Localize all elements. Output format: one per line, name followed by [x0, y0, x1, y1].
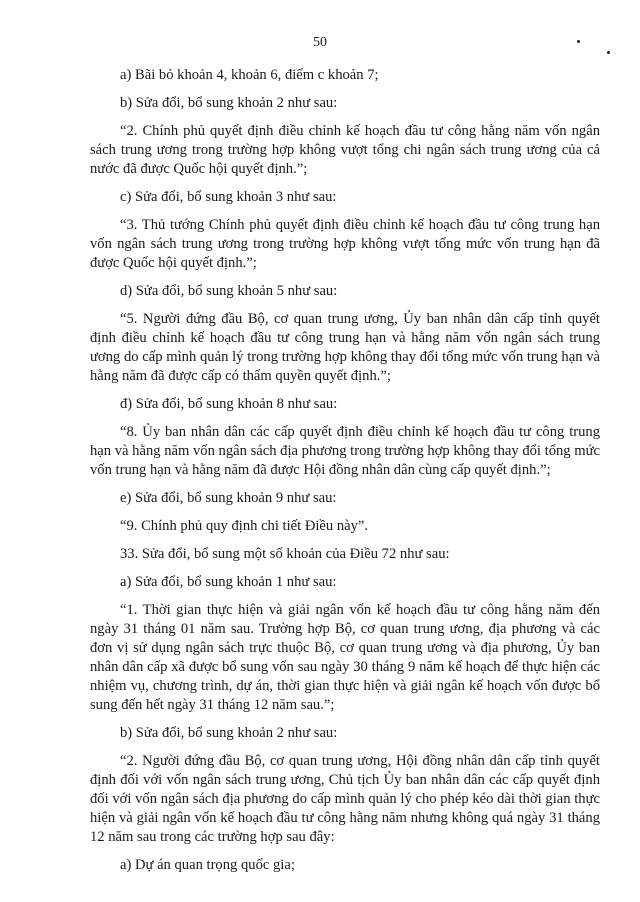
quoted-paragraph: “2. Chính phủ quyết định điều chỉnh kế hoạch đầu tư công hằng năm vốn ngân sách trung ương trong trường hợp không vượt tổng chi ngân sách trung ương của cả nước đã được Quốc hội quyết định.”;	[90, 123, 600, 177]
page-number: 50	[313, 35, 327, 50]
scan-speck	[577, 40, 580, 43]
paragraph: đ) Sửa đổi, bổ sung khoản 8 như sau:	[120, 396, 338, 412]
paragraph: a) Sửa đổi, bổ sung khoản 1 như sau:	[120, 574, 337, 590]
quoted-paragraph: “1. Thời gian thực hiện và giải ngân vốn kế hoạch đầu tư công hằng năm đến ngày 31 tháng 01 năm sau. Trường hợp Bộ, cơ quan trung ương, địa phương và các đơn vị sử dụng ngân sách trực thuộc Bộ, cơ quan trung ương và địa phương, Ủy ban nhân dân cấp xã được bổ sung vốn sau ngày 30 tháng 9 năm kế hoạch để thực hiện các nhiệm vụ, chương trình, dự án, thời gian thực hiện và giải ngân kế hoạch vốn được bổ sung đến hết ngày 31 tháng 12 năm sau.”;	[90, 602, 600, 713]
paragraph: b) Sửa đổi, bổ sung khoản 2 như sau:	[120, 95, 338, 111]
quoted-paragraph: “9. Chính phủ quy định chi tiết Điều này”.	[120, 518, 369, 534]
quoted-paragraph: “5. Người đứng đầu Bộ, cơ quan trung ương, Ủy ban nhân dân cấp tỉnh quyết định điều chỉnh kế hoạch đầu tư công trung hạn và hằng năm vốn ngân sách trung ương do cấp mình quản lý trong trường hợp không thay đổi tổng mức vốn trung hạn và hằng năm đã được cấp có thẩm quyền quyết định.”;	[90, 311, 600, 384]
paragraph: c) Sửa đổi, bổ sung khoản 3 như sau:	[120, 189, 337, 205]
paragraph: a) Bãi bỏ khoản 4, khoản 6, điểm c khoản 7;	[120, 67, 379, 83]
quoted-paragraph: “3. Thủ tướng Chính phủ quyết định điều chỉnh kế hoạch đầu tư công trung hạn vốn ngân sách trung ương trong trường hợp không vượt tổng mức vốn trung hạn đã được Quốc hội quyết định.”;	[90, 217, 600, 271]
paragraph: b) Sửa đổi, bổ sung khoản 2 như sau:	[120, 725, 338, 741]
document-body	[90, 66, 600, 875]
paragraph: e) Sửa đổi, bổ sung khoản 9 như sau:	[120, 490, 337, 506]
quoted-paragraph: “8. Ủy ban nhân dân các cấp quyết định điều chỉnh kế hoạch đầu tư công trung hạn và hằng năm vốn ngân sách địa phương trong trường hợp không thay đổi tổng mức vốn trung hạn và hằng năm đã được Hội đồng nhân dân cùng cấp quyết định.”;	[90, 424, 600, 478]
quoted-paragraph: “2. Người đứng đầu Bộ, cơ quan trung ương, Hội đồng nhân dân cấp tỉnh quyết định đối với vốn ngân sách trung ương, Chủ tịch Ủy ban nhân dân các cấp quyết định đối với vốn ngân sách địa phương do cấp mình quản lý cho phép kéo dài thời gian thực hiện và giải ngân vốn kế hoạch đầu tư công hằng năm nhưng không quá ngày 31 tháng 12 năm sau trong các trường hợp sau đây:	[90, 753, 600, 845]
paragraph: d) Sửa đổi, bổ sung khoản 5 như sau:	[120, 283, 338, 299]
paragraph: a) Dự án quan trọng quốc gia;	[120, 857, 295, 873]
scan-speck	[607, 51, 610, 54]
article-heading: 33. Sửa đổi, bổ sung một số khoản của Điều 72 như sau:	[120, 546, 450, 562]
